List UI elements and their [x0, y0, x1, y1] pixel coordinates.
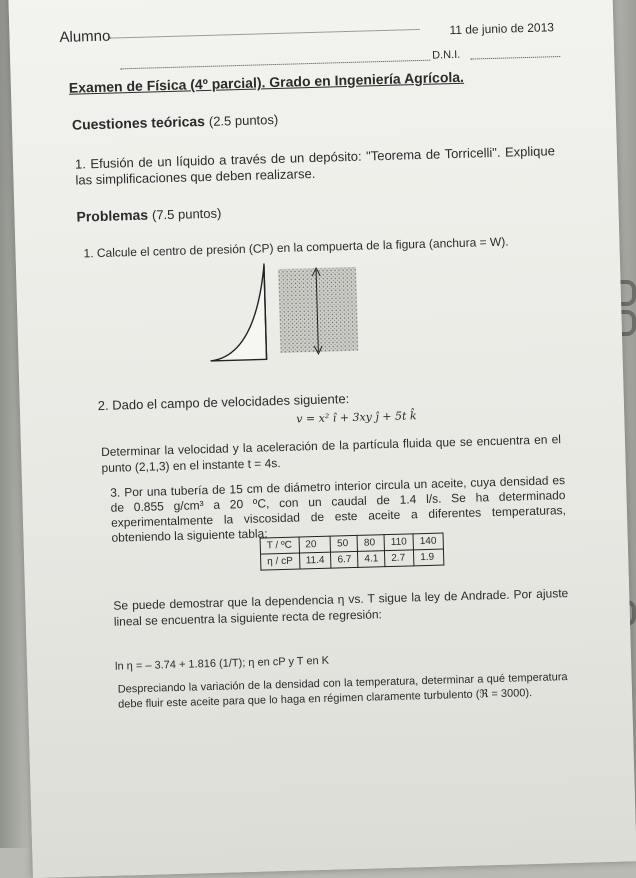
velocity-formula: v = x² î + 3xy ĵ + 5t k̂ [296, 409, 417, 426]
dotted-line [470, 56, 560, 60]
table-cell: 6.7 [331, 551, 358, 568]
dotted-line [110, 29, 420, 39]
table-cell: 2.7 [385, 550, 414, 567]
problem-3: 3. Por una tubería de 15 cm de diámetro interior circula un aceite, cuya densidad es de 0.855 g/cm³ a 20 ºC, con un caudal de 1.4 l/s. Se ha determinado experimentalmente la viscosidad de este aceite a diferentes temperaturas, obteniendo la siguiente tabla: [110, 473, 567, 545]
alumno-label: Alumno [59, 27, 111, 47]
table-cell: 4.1 [358, 551, 385, 568]
dni-label: D.N.I. [431, 48, 461, 62]
final-question: Despreciando la variación de la densidad con la temperatura, determinar a qué temperatura debe fluir este aceite para que lo haga en régimen claramente turbulento (ℜ = 3000). [117, 671, 568, 711]
andrade-text: Se puede demostrar que la dependencia η vs. T sigue la ley de Andrade. Por ajuste lineal se encuentra la siguiente recta de regresión: [113, 586, 569, 629]
table-cell: η / cP [261, 553, 300, 570]
exam-date: 11 de junio de 2013 [449, 20, 555, 38]
gate-figure [198, 259, 431, 385]
table-cell: T / ºC [260, 537, 299, 554]
section-heading-teoricas: Cuestiones teóricas (2.5 puntos) [71, 111, 279, 133]
problem-1: 1. Calcule el centro de presión (CP) en la compuerta de la figura (anchura = W). [83, 234, 509, 261]
regression-line: ln η = – 3.74 + 1.816 (1/T); η en cP y T en K [114, 654, 330, 673]
table-cell: 11.4 [299, 552, 331, 569]
table-cell: 50 [330, 535, 357, 552]
table-cell: 1.9 [414, 549, 444, 566]
table-cell: 110 [384, 534, 413, 551]
table-cell: 20 [299, 536, 331, 553]
problem-2: 2. Dado el campo de velocidades siguiente: [97, 391, 350, 414]
exam-title: Examen de Física (4º parcial). Grado en Ingeniería Agrícola. [68, 68, 465, 96]
viscosity-table [260, 532, 445, 570]
problem-2-text: Determinar la velocidad y la aceleración de la partícula fluida que se encuentra en el punto (2,1,3) en el instante t = 4s. [100, 432, 562, 476]
table-cell: 140 [413, 533, 443, 550]
exam-sheet [8, 0, 636, 878]
section-heading-problemas: Problemas (7.5 puntos) [76, 205, 222, 225]
gate-curve [208, 265, 267, 361]
question-1: 1. Efusión de un líquido a través de un depósito: "Teorema de Torricelli". Explique las simplificaciones que deben realizarse. [74, 143, 556, 188]
dotted-line [120, 60, 430, 70]
table-cell: 80 [357, 535, 384, 552]
